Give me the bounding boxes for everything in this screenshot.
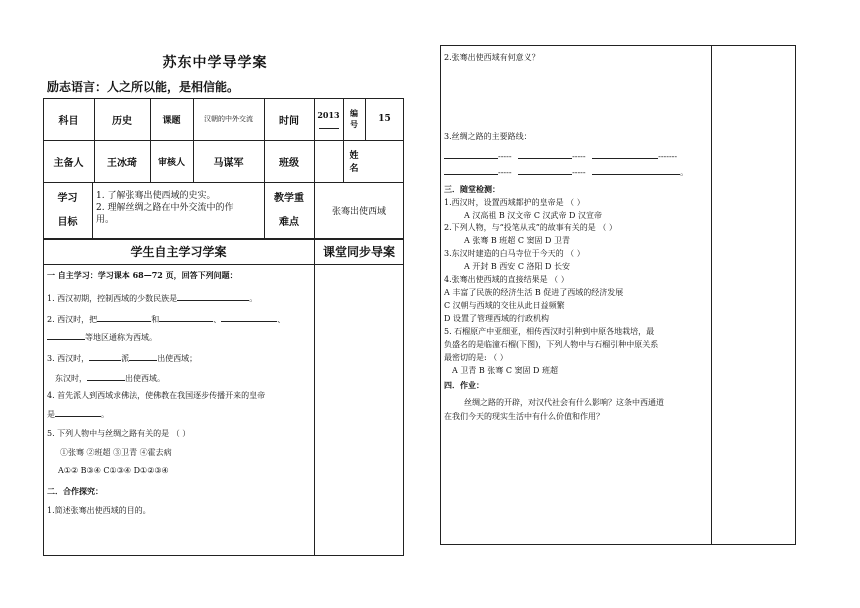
student-plan-heading: 学生自主学习学案 <box>130 245 227 259</box>
route-blanks-2: ----- ----- 。 <box>444 166 688 178</box>
quiz-question-4: 4.张骞出使西域的直接结果是 （ ） <box>444 275 569 284</box>
page-title: 苏东中学导学案 <box>162 55 268 71</box>
self-study-title: 一 自主学习：学习课本 68—72 页，回答下列问题： <box>47 270 238 280</box>
class-plan-heading: 课堂同步导案 <box>322 245 395 259</box>
question-5-options: ①张骞 ②班超 ③卫青 ④霍去病 <box>60 448 172 457</box>
time-label: 时间 <box>279 115 299 127</box>
name-label: 姓 名 <box>349 151 359 174</box>
question-5-choices: A①② B③④ C①③④ D①②③④ <box>58 466 169 475</box>
question-3-cont: 东汉时， 出使西域。 <box>55 374 165 383</box>
quiz-question-1-options: A 汉高祖 B 汉文帝 C 汉武帝 D 汉宣帝 <box>464 211 602 220</box>
number-value: 15 <box>378 114 391 124</box>
reviewer-label: 审核人 <box>157 157 185 168</box>
question-2-cont: 等地区通称为西域。 <box>47 331 157 343</box>
subject-value: 历史 <box>112 115 132 127</box>
explore-question-1: 1.简述张骞出使西域的目的。 <box>47 506 151 515</box>
goals-text: 1. 了解张骞出使西域的史实。 2. 理解丝绸之路在中外交流中的作 用。 <box>96 191 234 225</box>
key-points-value: 张骞出使西域 <box>331 207 386 217</box>
homework-line-2: 在我们今天的现实生活中有什么价值和作用？ <box>444 412 604 421</box>
quiz-question-2: 2.下列人物，与“投笔从戎”的故事有关的是 （ ） <box>444 223 617 232</box>
quiz-question-4-option-d: D 设置了管理西域的行政机构 <box>444 314 549 323</box>
question-1: 1. 西汉初期，控制西域的少数民族是 。 <box>47 294 258 303</box>
reviewer-value: 马谋军 <box>213 157 244 169</box>
route-blanks-1: ----- ----- ------- <box>444 150 677 161</box>
goals-label: 学习 目标 <box>57 192 78 228</box>
quiz-question-5-line-2: 负盛名的是临潼石榴(下图)，下列人物中与石榴引种中原关系 <box>444 340 659 349</box>
quiz-question-3-options: A 开封 B 西安 C 洛阳 D 长安 <box>464 262 570 271</box>
question-2: 2. 西汉时，把 和 、 、 <box>47 315 286 324</box>
time-value: 2013 <box>317 110 340 120</box>
author-value: 王冰琦 <box>107 157 137 169</box>
quiz-question-1: 1.西汉时，设置西域都护的皇帝是 （ ） <box>444 198 585 207</box>
key-points-label: 教学重 难点 <box>274 192 304 228</box>
quiz-question-4-option-c: C 汉朝与西域的交往从此日益频繁 <box>444 301 565 310</box>
question-5: 5. 下列人物中与丝绸之路有关的是 （ ） <box>47 429 191 438</box>
time-cell <box>314 98 343 140</box>
quiz-question-3: 3.东汉时建造的白马寺位于今天的 （ ） <box>444 249 585 258</box>
quiz-title: 三．随堂检测： <box>444 184 500 194</box>
topic-label: 课题 <box>162 115 181 126</box>
topic-value: 汉朝的中外交流 <box>204 115 253 123</box>
explore-question-2: 2.张骞出使西域有何意义？ <box>444 53 540 62</box>
explore-question-3: 3.丝绸之路的主要路线： <box>444 132 532 141</box>
homework-title: 四．作业： <box>444 380 484 390</box>
class-label: 班级 <box>279 157 299 169</box>
quiz-question-5-line-3: 最密切的是: （ ） <box>444 353 508 362</box>
quiz-question-4-option-ab: A 丰富了民族的经济生活 B 促进了西域的经济发展 <box>444 288 624 297</box>
cooperative-title: 二．合作探究： <box>47 486 103 496</box>
motto: 励志语言：人之所以能，是相信能。 <box>47 80 240 94</box>
quiz-question-5: 5. 石榴原产中亚细亚，相传西汉时引种到中原各地栽培，最 <box>444 327 655 336</box>
quiz-question-2-options: A 张骞 B 班超 C 窦固 D 卫青 <box>464 236 570 245</box>
quiz-question-5-options: A 卫青 B 张骞 C 窦固 D 班超 <box>452 366 558 375</box>
number-label: 编 号 <box>350 108 358 129</box>
question-4: 4. 首先派人到西域求佛法，使佛教在我国逐步传播开来的皇帝 <box>47 391 266 400</box>
author-label: 主备人 <box>53 157 84 169</box>
homework-line-1: 丝绸之路的开辟，对汉代社会有什么影响？这条中西通道 <box>464 398 664 407</box>
question-4-cont: 是 。 <box>47 410 109 419</box>
subject-label: 科目 <box>58 115 79 127</box>
question-3: 3. 西汉时， 派 出使西域； <box>47 354 198 363</box>
